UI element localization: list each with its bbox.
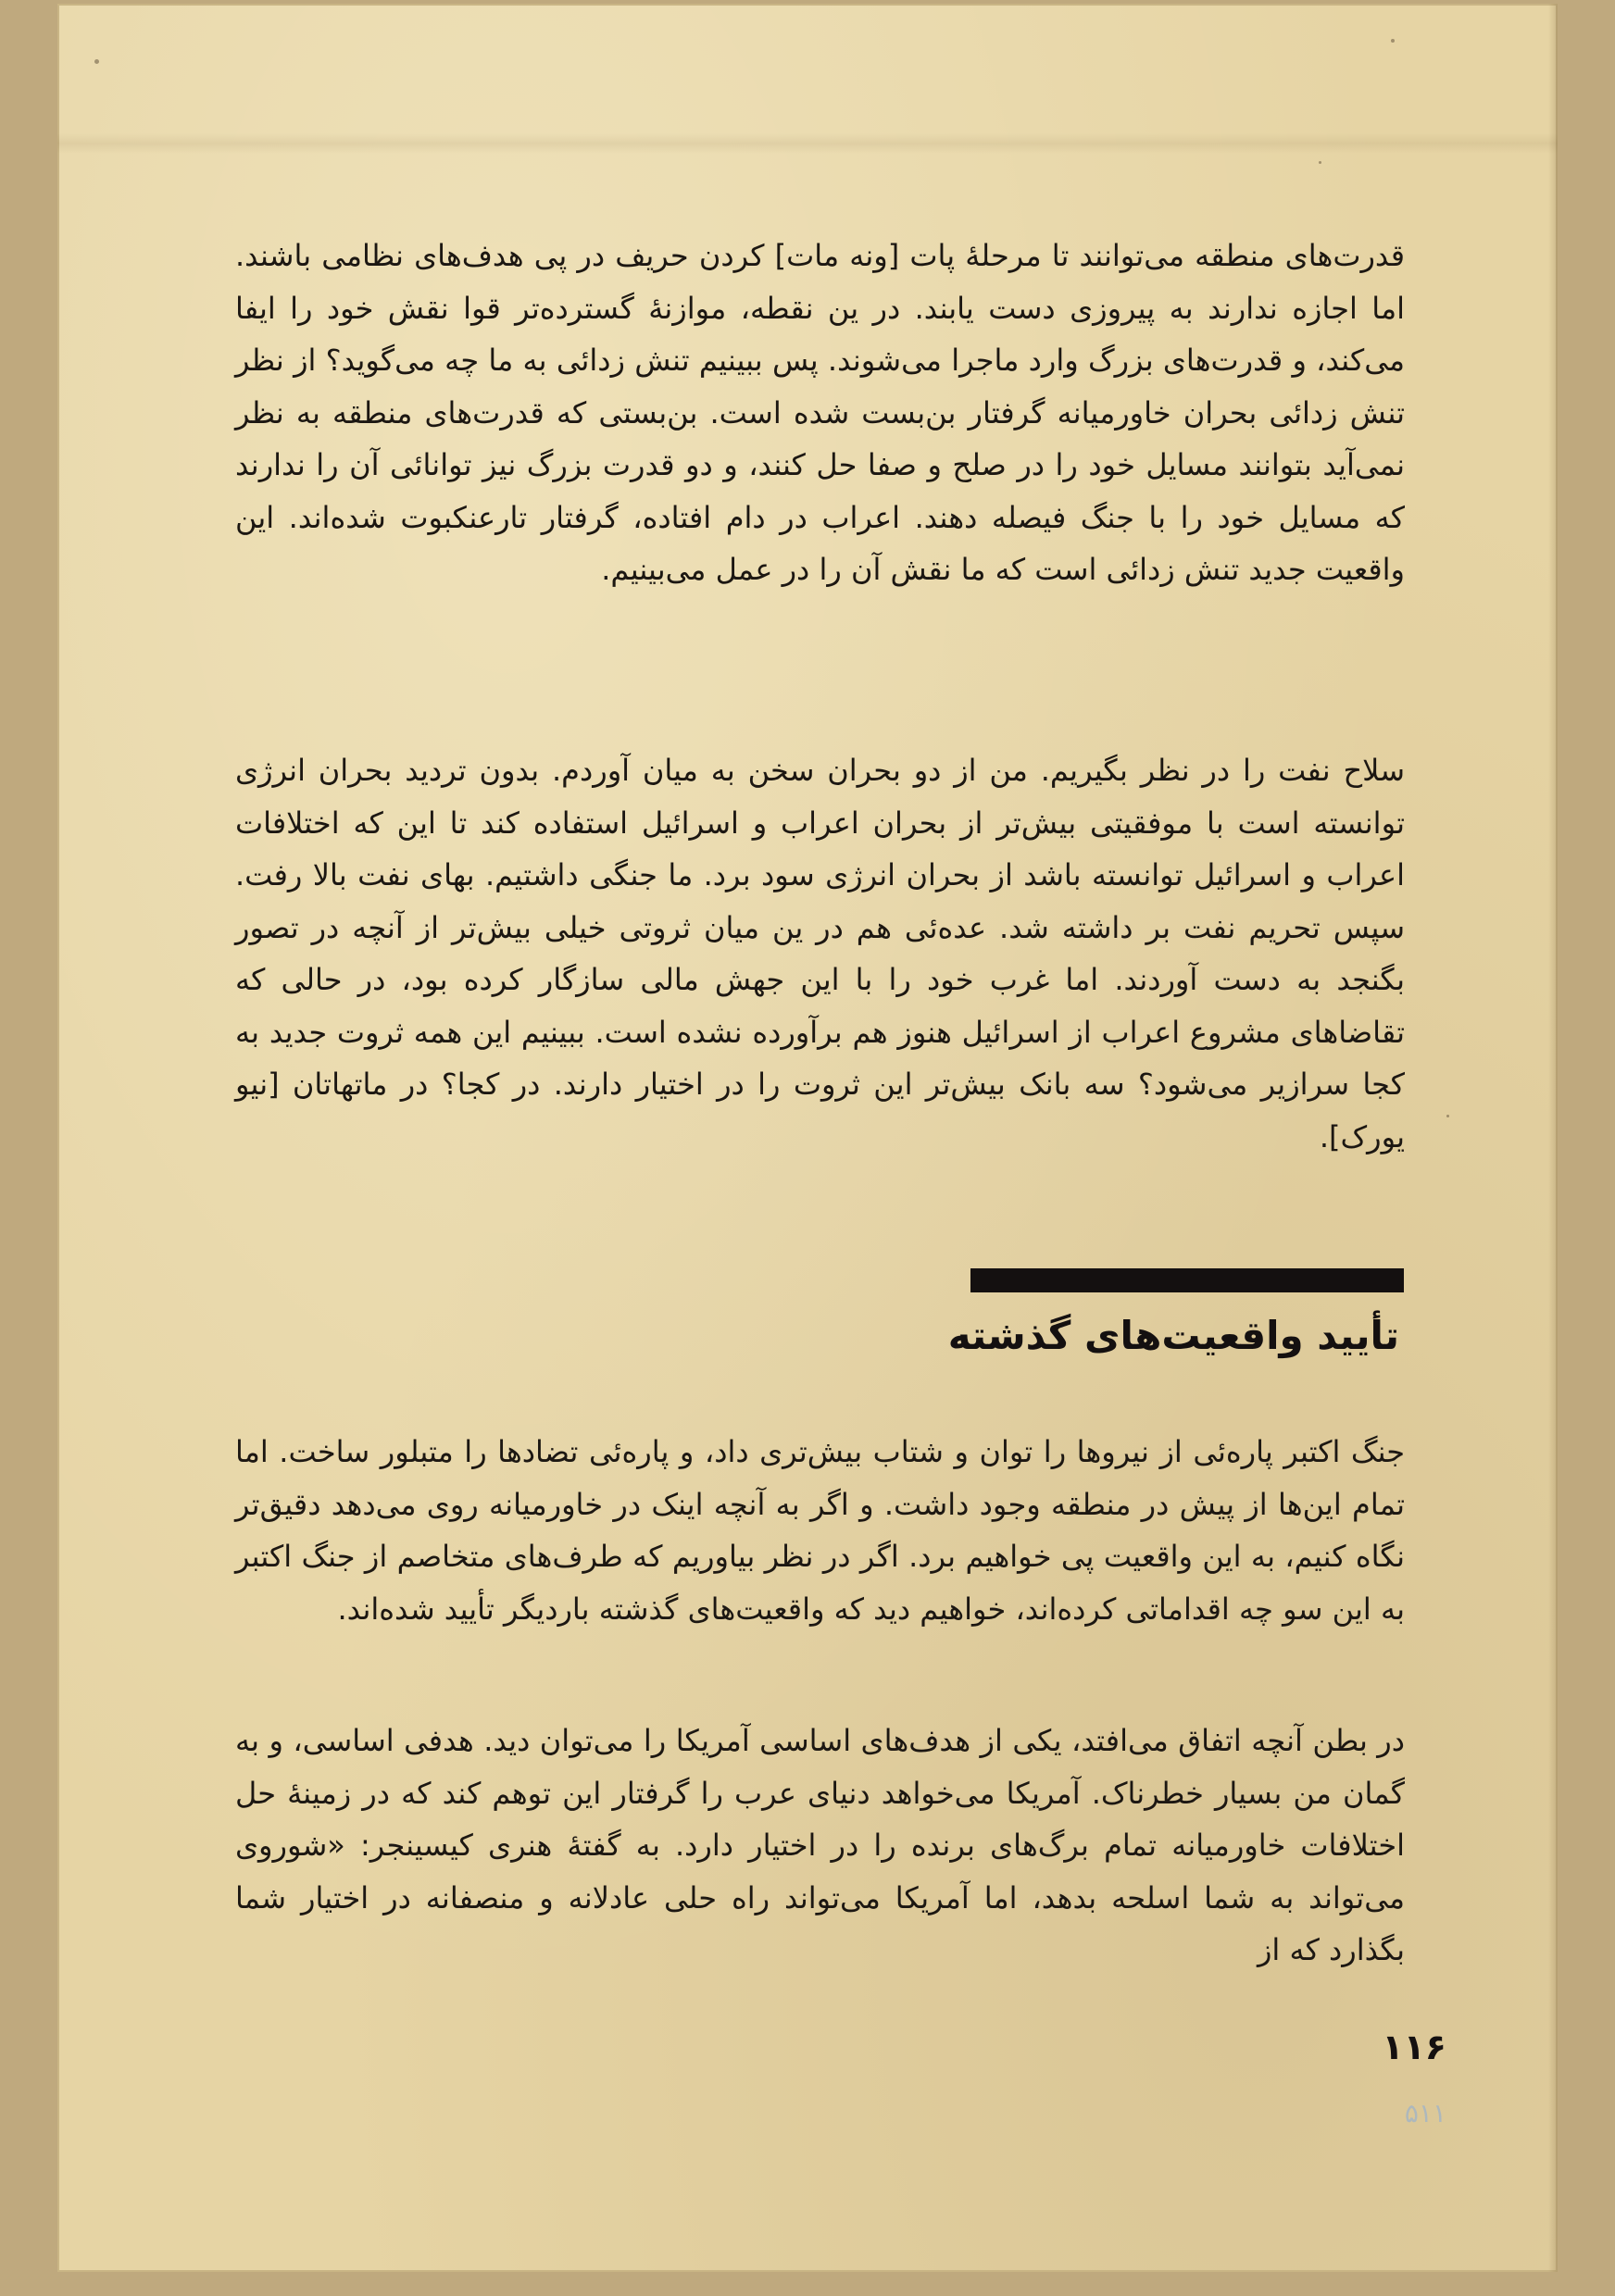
paragraph-american-goal: در بطن آنچه اتفاق می‌افتد، یکی از هدف‌های اساسی آمریکا را می‌توان دید. هدفی اساسی، و به گمان من بسیار خطرناک. آمریکا می‌خواهد دنیای عرب را گرفتار این توهم کند که در زمینهٔ حل اختلافات خاورمیانه تمام برگ‌های برنده را در اختیار دارد. به گفتهٔ هنری کیسینجر: «شوروی می‌تواند به شما اسلحه بدهد، اما آمریکا می‌تواند راه حلی عادلانه و منصفانه در اختیار شما بگذارد که از [235, 1723, 1405, 1967]
paper-speck [1391, 39, 1395, 43]
paper-speck [1319, 161, 1321, 164]
book-page [57, 4, 1558, 2272]
page-edge-shadow [1548, 4, 1558, 2272]
section-heading-rule [970, 1268, 1404, 1292]
paper-speck [94, 59, 99, 64]
page-number: ۱۱۶ [1382, 2027, 1446, 2067]
page-fold-shadow [57, 133, 1558, 154]
paper-speck [1446, 1115, 1449, 1117]
archive-stamp-number: ۵۱۱ [1404, 2098, 1446, 2128]
section-heading: تأیید واقعیت‌های گذشته [947, 1313, 1399, 1358]
paragraph-stalemate: قدرت‌های منطقه می‌توانند تا مرحلهٔ پات [ونه مات] کردن حریف در پی هدف‌های نظامی باشند. اما اجازه ندارند به پیروزی دست یابند. در ین نقطه، موازنهٔ گسترده‌تر قوا نقش خود را ایفا می‌کند، و قدرت‌های بزرگ وارد ماجرا می‌شوند. پس ببینیم تنش زدائی به ما چه می‌گوید؟ از نظر تنش زدائی بحران خاورمیانه گرفتار بن‌بست شده است. بن‌بستی که قدرت‌های منطقه به نظر نمی‌آید بتوانند مسایل خود را در صلح و صفا حل کنند، و دو قدرت بزرگ نیز توانائی آن را ندارند که مسایل خود را با جنگ فیصله دهند. اعراب در دام افتاده، گرفتار تارعنکبوت شده‌اند. این واقعیت جدید تنش زدائی است که ما نقش آن را در عمل می‌بینیم. [235, 238, 1405, 587]
paragraph-oil-weapon: سلاح نفت را در نظر بگیریم. من از دو بحران سخن به میان آوردم. بدون تردید بحران انرژی توانسته است با موفقیتی بیش‌تر از بحران اعراب و اسرائیل استفاده کند تا این که اختلافات اعراب و اسرائیل توانسته باشد از بحران انرژی سود برد. ما جنگی داشتیم. بهای نفت بالا رفت. سپس تحریم نفت بر داشته شد. عده‌ئی هم در ین میان ثروتی خیلی بیش‌تر از آنچه در تصور بگنجد به دست آوردند. اما غرب خود را با این جهش مالی سازگار کرده بود، در حالی که تقاضاهای مشروع اعراب از اسرائیل هنوز هم برآورده نشده است. ببینیم این همه ثروت جدید به کجا سرازیر می‌شود؟ سه بانک بیش‌تر این ثروت را در اختیار دارند. در کجا؟ در ماتهاتان [نیو یورک]. [235, 753, 1405, 1154]
paragraph-october-war: جنگ اکتبر پاره‌ئی از نیروها را توان و شتاب بیش‌تری داد، و پاره‌ئی تضادها را متبلور ساخت. اما تمام این‌ها از پیش در منطقه وجود داشت. و اگر به آنچه اینک در خاورمیانه روی می‌دهد دقیق‌تر نگاه کنیم، به این واقعیت پی خواهیم برد. اگر در نظر بیاوریم که طرف‌های متخاصم از جنگ اکتبر به این سو چه اقداماتی کرده‌اند، خواهیم دید که واقعیت‌های گذشته باردیگر تأیید شده‌اند. [235, 1434, 1405, 1627]
